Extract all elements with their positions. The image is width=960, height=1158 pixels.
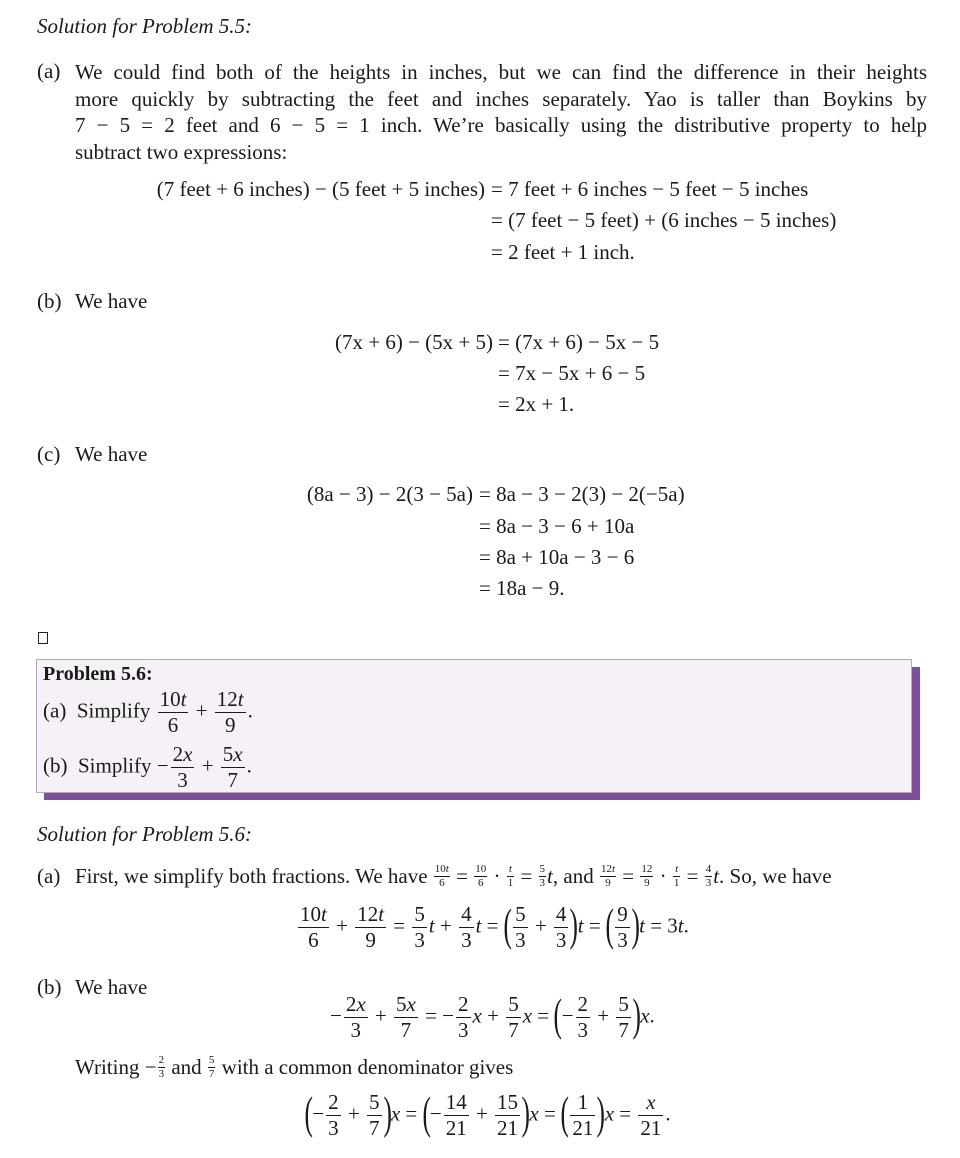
fraction: $\frac{5x}{7}$ [222,742,243,792]
problem-b-text: Simplify [78,753,152,778]
paragraph-line: 7 − 5 = 2 feet and 6 − 5 = 1 inch. We’re basically using the distributive property to help [75,113,927,137]
text: . So, we have [719,864,832,888]
equation-common-denominator: (− $\frac{2}{3}$ + $\frac{5}{7}$ )x = (− $\frac{14}{21}$ + $\frac{15}{21}$ )x = ( $\frac{1}{21}$ )x = $\frac{x}{21}$ . [304,1086,671,1140]
fraction: $\frac{12t}{9}$ [216,687,244,737]
text: Writing − [75,1055,157,1079]
fraction: $\frac{2x}{3}$ [172,742,193,792]
part-a-label: (a) [37,59,61,83]
problem-part-b: (b) Simplify − $\frac{2x}{3}$ + $\frac{5x}{7}$ . [43,742,252,792]
solution-5-5-heading: Solution for Problem 5.5: [37,14,253,38]
text: and [171,1055,202,1079]
problem-title: Problem 5.6: [43,663,153,685]
equation-rhs: = 8a − 3 − 2(3) − 2(−5a) [479,482,685,506]
text: , and [552,864,594,888]
equation-rhs: = 8a − 3 − 6 + 10a [479,514,635,538]
fraction: $\frac{10t}{6}$ [159,687,187,737]
equation-rhs: = 18a − 9. [479,576,565,600]
equation-rhs: = (7x + 6) − 5x − 5 [498,330,660,354]
equation-lhs: (7 feet + 6 inches) − (5 feet + 5 inches) [156,177,485,201]
problem-box [36,659,912,793]
part-b-label: (b) [37,289,62,313]
equation-rhs: = 7 feet + 6 inches − 5 feet − 5 inches [491,177,809,201]
problem-a-text: Simplify [76,698,151,723]
part-b-text: We have [75,975,148,999]
part-c-text: We have [75,442,148,466]
paragraph-line: We could find both of the heights in inches, but we can find the difference in their heights [75,60,927,84]
equation-sum-x: − $\frac{2x}{3}$ + $\frac{5x}{7}$ = − $\frac{2}{3}$ x + $\frac{5}{7}$ x = (− $\frac{2}{3}$ + $\frac{5}{7}$ )x. [330,988,655,1042]
text: First, we simplify both fractions. We have [75,864,428,888]
equation-sum-t: $\frac{10t}{6}$ + $\frac{12t}{9}$ = $\frac{5}{3}$ t + $\frac{4}{3}$ t = ( $\frac{5}{3}$ + $\frac{4}{3}$ )t = ( $\frac{9}{3}$ )t = 3t. [300,898,689,952]
equation-lhs: (7x + 6) − (5x + 5) [334,330,493,354]
equation-lhs: (8a − 3) − 2(3 − 5a) [306,482,473,506]
problem-part-a: (a) Simplify $\frac{10t}{6}$ + $\frac{12t}{9}$ . [43,687,253,737]
part-c-label: (c) [37,442,61,466]
part-b-text: We have [75,289,148,313]
problem-b-label: (b) [43,753,68,778]
part-a-paragraph [75,59,927,165]
part-a-label: (a) [37,864,61,888]
equation-rhs: = 2x + 1. [498,392,575,416]
equation-rhs: = 2 feet + 1 inch. [491,240,635,264]
part-a-text: First, we simplify both fractions. We have $\frac{10t}{6}$ = $\frac{10}{6}$ · $\frac{t}{1}$ = $\frac{5}{3}$ t, and $\frac{12t}{9}$ = $\frac{12}{9}$ · $\frac{t}{1}$ = $\frac{4}{3}$ t. So, we have [75,862,832,889]
equation-rhs: = 7x − 5x + 6 − 5 [498,361,646,385]
equation-rhs: = 8a + 10a − 3 − 6 [479,545,635,569]
paragraph-line: subtract two expressions: [75,139,288,164]
solution-5-6-heading: Solution for Problem 5.6: [37,822,253,846]
equation-rhs: = (7 feet − 5 feet) + (6 inches − 5 inches) [491,208,837,232]
qed-square-icon [38,632,48,644]
text: with a common denominator gives [221,1055,514,1079]
problem-a-label: (a) [43,698,67,723]
part-b-label: (b) [37,975,62,999]
writing-text: Writing − $\frac{2}{3}$ and $\frac{5}{7}$ with a common denominator gives [75,1053,514,1080]
paragraph-line: more quickly by subtracting the feet and inches separately. Yao is taller than Boykins by [75,86,927,111]
